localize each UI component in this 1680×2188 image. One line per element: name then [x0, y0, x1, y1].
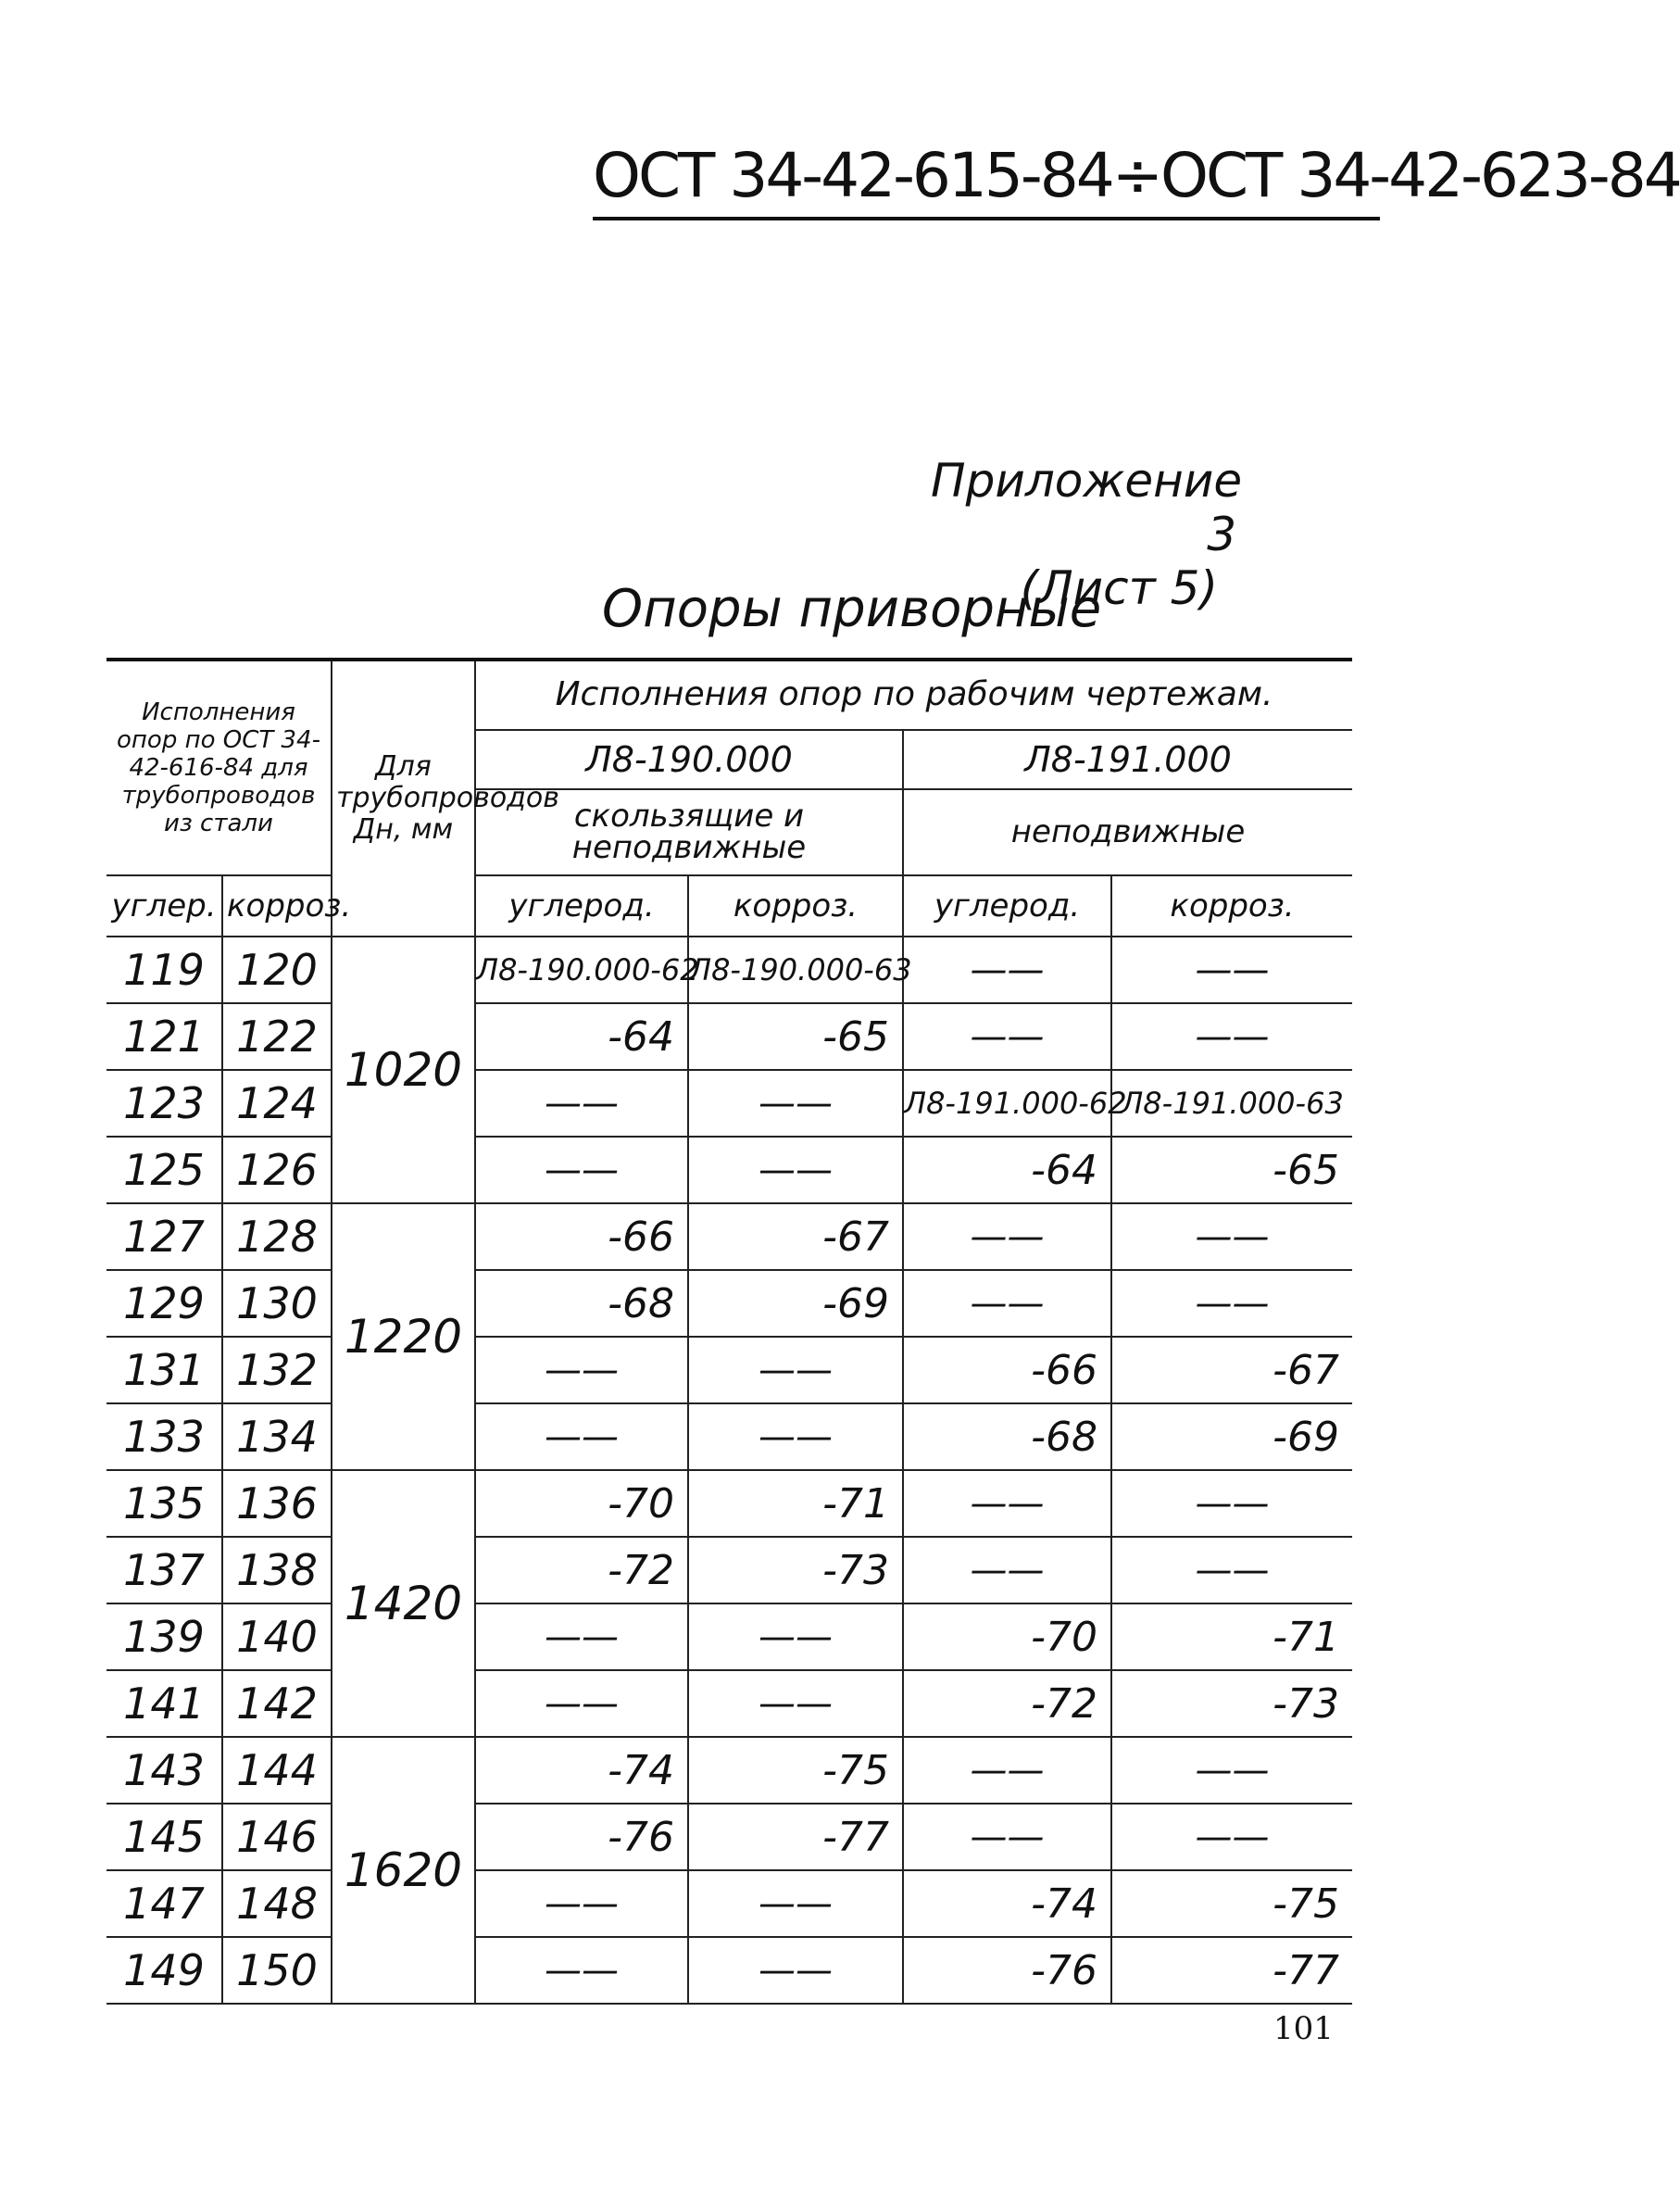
table-row — [107, 937, 1352, 1003]
drawing-191-corrosion: —— — [1111, 1537, 1352, 1603]
drawing-190-carbon: —— — [475, 1870, 688, 1937]
corrosion-steel-variant: 126 — [222, 1137, 332, 1203]
drawing-190-corrosion: -77 — [688, 1804, 903, 1870]
table-row — [107, 1137, 1352, 1203]
corrosion-steel-variant: 138 — [222, 1537, 332, 1603]
drawing-191-carbon: -74 — [903, 1870, 1111, 1937]
table-row — [107, 1537, 1352, 1603]
drawing-191-carbon: -70 — [903, 1603, 1111, 1670]
kind-2-header: неподвижные — [903, 789, 1352, 875]
corrosion-steel-variant: 150 — [222, 1937, 332, 2004]
table-row — [107, 1070, 1352, 1137]
table-row — [107, 1203, 1352, 1270]
table-row — [107, 1003, 1352, 1070]
table-row — [107, 1337, 1352, 1403]
drawing-191-carbon: -66 — [903, 1337, 1111, 1403]
drawing-190-corrosion: —— — [688, 1070, 903, 1137]
drawing-190-corrosion: -69 — [688, 1270, 903, 1337]
drawing-191-carbon: -72 — [903, 1670, 1111, 1737]
carbon-steel-variant: 131 — [107, 1337, 222, 1403]
col-corr-short: корроз. — [222, 875, 332, 937]
col-corr-2: корроз. — [1111, 875, 1352, 937]
col-carbon-1: углерод. — [475, 875, 688, 937]
page-number: 101 — [1273, 2010, 1334, 2047]
drawing-191-carbon: —— — [903, 1270, 1111, 1337]
standard-number: ОСТ 34-42-615-84÷ОСТ 34-42-623-84 — [593, 139, 1380, 220]
carbon-steel-variant: 141 — [107, 1670, 222, 1737]
drawing-191-corrosion: -67 — [1111, 1337, 1352, 1403]
drawing-191-carbon: -76 — [903, 1937, 1111, 2004]
carbon-steel-variant: 125 — [107, 1137, 222, 1203]
carbon-steel-variant: 121 — [107, 1003, 222, 1070]
drawing-190-carbon: -72 — [475, 1537, 688, 1603]
drawing-191-corrosion: —— — [1111, 1470, 1352, 1537]
corrosion-steel-variant: 128 — [222, 1203, 332, 1270]
drawing-191-carbon: —— — [903, 1203, 1111, 1270]
drawing-191-corrosion: —— — [1111, 1804, 1352, 1870]
appendix-number: Приложение 3 — [931, 454, 1243, 561]
corrosion-steel-variant: 132 — [222, 1337, 332, 1403]
drawing-190-corrosion: -73 — [688, 1537, 903, 1603]
drawing-190-carbon: —— — [475, 1137, 688, 1203]
carbon-steel-variant: 133 — [107, 1403, 222, 1470]
table-row — [107, 1737, 1352, 1804]
corrosion-steel-variant: 142 — [222, 1670, 332, 1737]
drawing-190-corrosion: —— — [688, 1603, 903, 1670]
drawing-191-corrosion: —— — [1111, 1003, 1352, 1070]
corrosion-steel-variant: 136 — [222, 1470, 332, 1537]
col-corr-1: корроз. — [688, 875, 903, 937]
drawing-191-corrosion: -75 — [1111, 1870, 1352, 1937]
drawing-191-corrosion: -69 — [1111, 1403, 1352, 1470]
drawing-190-corrosion: —— — [688, 1403, 903, 1470]
drawing-190-carbon: -68 — [475, 1270, 688, 1337]
drawing-190-carbon: -66 — [475, 1203, 688, 1270]
corrosion-steel-variant: 144 — [222, 1737, 332, 1804]
carbon-steel-variant: 135 — [107, 1470, 222, 1537]
drawing-190-carbon: —— — [475, 1403, 688, 1470]
drawing-191-carbon: -68 — [903, 1403, 1111, 1470]
drawing-190-corrosion: -71 — [688, 1470, 903, 1537]
drawing-190-carbon: —— — [475, 1670, 688, 1737]
left-header: Исполнения опор по ОСТ 34-42-616-84 для трубопроводов из стали — [107, 660, 332, 875]
drawing-191-carbon: —— — [903, 1003, 1111, 1070]
table-row — [107, 1603, 1352, 1670]
right-header: Исполнения опор по рабочим чертежам. — [475, 660, 1352, 730]
drawing-190-carbon: -64 — [475, 1003, 688, 1070]
drawing-190-corrosion: -65 — [688, 1003, 903, 1070]
pipe-diameter: 1420 — [332, 1470, 475, 1737]
drawing-190-carbon: -74 — [475, 1737, 688, 1804]
corrosion-steel-variant: 124 — [222, 1070, 332, 1137]
drawing-191-corrosion: Л8-191.000-63 — [1111, 1070, 1352, 1137]
drawing-191-carbon: -64 — [903, 1137, 1111, 1203]
drawing-191-carbon: —— — [903, 1804, 1111, 1870]
drawing-190-carbon: —— — [475, 1070, 688, 1137]
drawing-191-corrosion: -71 — [1111, 1603, 1352, 1670]
carbon-steel-variant: 139 — [107, 1603, 222, 1670]
dn-header: Для трубопроводов Дн, мм — [332, 660, 475, 937]
carbon-steel-variant: 123 — [107, 1070, 222, 1137]
drawing-191-carbon: —— — [903, 937, 1111, 1003]
drawing-1-header: Л8-190.000 — [475, 730, 903, 789]
corrosion-steel-variant: 122 — [222, 1003, 332, 1070]
corrosion-steel-variant: 146 — [222, 1804, 332, 1870]
drawing-191-corrosion: —— — [1111, 1203, 1352, 1270]
drawing-190-corrosion: —— — [688, 1337, 903, 1403]
pipe-diameter: 1020 — [332, 937, 475, 1203]
carbon-steel-variant: 145 — [107, 1804, 222, 1870]
drawing-191-carbon: Л8-191.000-62 — [903, 1070, 1111, 1137]
sheet-number: (Лист 5) — [1020, 561, 1218, 615]
table-row — [107, 1870, 1352, 1937]
table-row — [107, 1270, 1352, 1337]
drawing-190-carbon: -70 — [475, 1470, 688, 1537]
drawing-190-carbon: —— — [475, 1337, 688, 1403]
drawing-191-carbon: —— — [903, 1737, 1111, 1804]
drawing-190-corrosion: —— — [688, 1670, 903, 1737]
table-row — [107, 1470, 1352, 1537]
drawing-190-corrosion: —— — [688, 1870, 903, 1937]
carbon-steel-variant: 137 — [107, 1537, 222, 1603]
drawing-191-corrosion: —— — [1111, 937, 1352, 1003]
kind-1-header: скользящие и неподвижные — [475, 789, 903, 875]
drawing-191-corrosion: —— — [1111, 1737, 1352, 1804]
table-row — [107, 1403, 1352, 1470]
corrosion-steel-variant: 134 — [222, 1403, 332, 1470]
corrosion-steel-variant: 140 — [222, 1603, 332, 1670]
col-carbon-short: углер. — [107, 875, 222, 937]
carbon-steel-variant: 143 — [107, 1737, 222, 1804]
carbon-steel-variant: 147 — [107, 1870, 222, 1937]
carbon-steel-variant: 129 — [107, 1270, 222, 1337]
drawing-191-corrosion: -77 — [1111, 1937, 1352, 2004]
table-row — [107, 1804, 1352, 1870]
drawing-190-carbon: —— — [475, 1603, 688, 1670]
corrosion-steel-variant: 148 — [222, 1870, 332, 1937]
pipe-diameter: 1220 — [332, 1203, 475, 1470]
carbon-steel-variant: 119 — [107, 937, 222, 1003]
drawing-190-corrosion: -75 — [688, 1737, 903, 1804]
supports-table — [107, 658, 1352, 2005]
drawing-191-corrosion: —— — [1111, 1270, 1352, 1337]
pipe-diameter: 1620 — [332, 1737, 475, 2004]
drawing-2-header: Л8-191.000 — [903, 730, 1352, 789]
drawing-190-corrosion: Л8-190.000-63 — [688, 937, 903, 1003]
drawing-190-corrosion: -67 — [688, 1203, 903, 1270]
corrosion-steel-variant: 120 — [222, 937, 332, 1003]
corrosion-steel-variant: 130 — [222, 1270, 332, 1337]
drawing-191-carbon: —— — [903, 1470, 1111, 1537]
carbon-steel-variant: 149 — [107, 1937, 222, 2004]
table-title: Опоры приворные — [602, 579, 1102, 639]
drawing-190-carbon: -76 — [475, 1804, 688, 1870]
drawing-191-corrosion: -73 — [1111, 1670, 1352, 1737]
table-row — [107, 1937, 1352, 2004]
drawing-190-corrosion: —— — [688, 1137, 903, 1203]
drawing-190-carbon: Л8-190.000-62 — [475, 937, 688, 1003]
drawing-190-corrosion: —— — [688, 1937, 903, 2004]
drawing-190-carbon: —— — [475, 1937, 688, 2004]
table-row — [107, 1670, 1352, 1737]
carbon-steel-variant: 127 — [107, 1203, 222, 1270]
drawing-191-carbon: —— — [903, 1537, 1111, 1603]
drawing-191-corrosion: -65 — [1111, 1137, 1352, 1203]
col-carbon-2: углерод. — [903, 875, 1111, 937]
